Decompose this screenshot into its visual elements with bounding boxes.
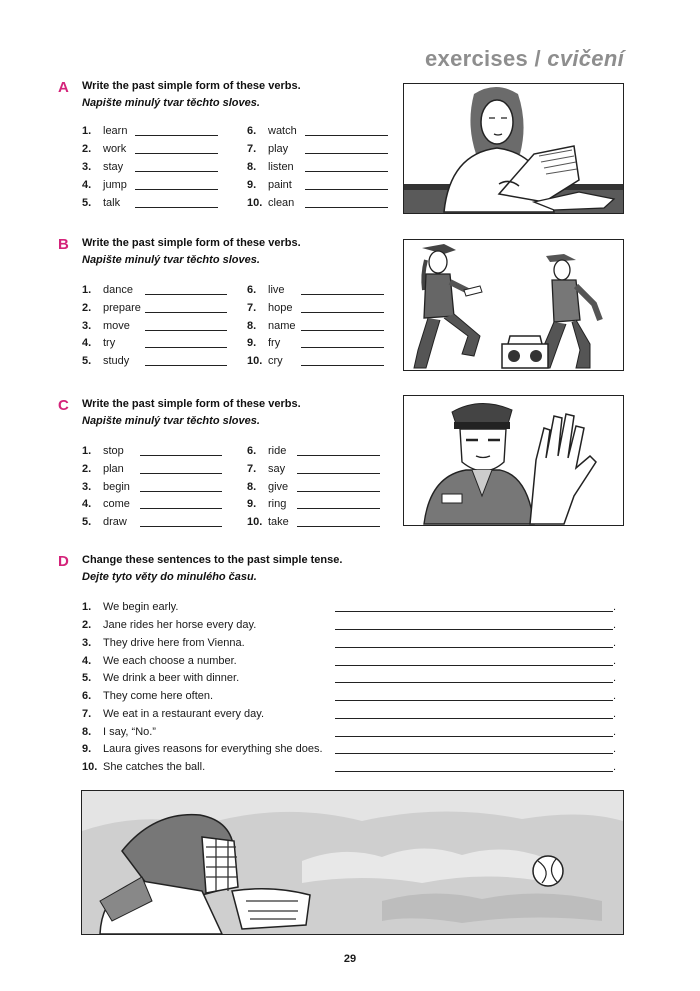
answer-line: [305, 207, 388, 208]
verb-item[interactable]: 6. ride: [247, 443, 383, 459]
answer-line: [135, 171, 218, 172]
verb-item[interactable]: 3. stay: [82, 159, 222, 175]
answer-line: [335, 665, 613, 666]
answer-line: [305, 189, 388, 190]
verb-item[interactable]: 4. try: [82, 335, 232, 351]
answer-line: [297, 491, 380, 492]
section-instruction: Write the past simple form of these verbs.: [82, 398, 301, 410]
answer-line: [305, 135, 388, 136]
illustration-baseball-catcher: [81, 790, 624, 935]
verb-item[interactable]: 2. plan: [82, 461, 227, 477]
answer-line: [140, 508, 222, 509]
verb-item[interactable]: 7. say: [247, 461, 383, 477]
section-instruction-cz: Napište minulý tvar těchto sloves.: [82, 415, 260, 427]
verb-item[interactable]: 2. work: [82, 141, 222, 157]
answer-line: [140, 455, 222, 456]
section-letter: B: [58, 236, 69, 253]
verb-item[interactable]: 3. move: [82, 318, 232, 334]
section-letter: C: [58, 397, 69, 414]
verb-item[interactable]: 8. listen: [247, 159, 392, 175]
answer-line: [335, 700, 613, 701]
verb-item[interactable]: 5. talk: [82, 195, 222, 211]
verb-item[interactable]: 5. draw: [82, 514, 227, 530]
answer-line: [301, 365, 384, 366]
sentence-item[interactable]: 4. We each choose a number. .: [82, 655, 617, 667]
section-instruction-cz: Dejte tyto věty do minulého času.: [82, 571, 257, 583]
answer-line: [305, 171, 388, 172]
verb-item[interactable]: 3. begin: [82, 479, 227, 495]
verb-item[interactable]: 8. name: [247, 318, 387, 334]
answer-line: [301, 330, 384, 331]
verb-item[interactable]: 7. play: [247, 141, 392, 157]
illustration-police-officer: [403, 395, 624, 526]
answer-line: [140, 526, 222, 527]
verb-item[interactable]: 6. watch: [247, 123, 392, 139]
verb-item[interactable]: 2. prepare: [82, 300, 232, 316]
answer-line: [140, 491, 222, 492]
section-instruction-cz: Napište minulý tvar těchto sloves.: [82, 254, 260, 266]
answer-line: [301, 294, 384, 295]
verb-item[interactable]: 4. come: [82, 496, 227, 512]
verb-item[interactable]: 9. ring: [247, 496, 383, 512]
answer-line: [145, 312, 227, 313]
answer-line: [297, 526, 380, 527]
answer-line: [301, 347, 384, 348]
sentence-item[interactable]: 5. We drink a beer with dinner. .: [82, 672, 617, 684]
sentence-item[interactable]: 10. She catches the ball. .: [82, 761, 617, 773]
verb-item[interactable]: 5. study: [82, 353, 232, 369]
answer-line: [140, 473, 222, 474]
answer-line: [335, 736, 613, 737]
answer-line: [297, 455, 380, 456]
section-letter: D: [58, 553, 69, 570]
sentence-item[interactable]: 3. They drive here from Vienna. .: [82, 637, 617, 649]
answer-line: [145, 330, 227, 331]
section-instruction-cz: Napište minulý tvar těchto sloves.: [82, 97, 260, 109]
verb-item[interactable]: 1. stop: [82, 443, 227, 459]
answer-line: [135, 207, 218, 208]
answer-line: [335, 771, 613, 772]
verb-item[interactable]: 4. jump: [82, 177, 222, 193]
answer-line: [297, 473, 380, 474]
answer-line: [145, 365, 227, 366]
verb-item[interactable]: 9. fry: [247, 335, 387, 351]
illustration-dancers: [403, 239, 624, 371]
sentence-item[interactable]: 7. We eat in a restaurant every day. .: [82, 708, 617, 720]
sentence-item[interactable]: 9. Laura gives reasons for everything she does. .: [82, 743, 617, 755]
answer-line: [305, 153, 388, 154]
answer-line: [335, 753, 613, 754]
answer-line: [335, 682, 613, 683]
verb-item[interactable]: 8. give: [247, 479, 383, 495]
section-instruction: Change these sentences to the past simple tense.: [82, 554, 343, 566]
verb-item[interactable]: 10. clean: [247, 195, 392, 211]
verb-item[interactable]: 1. learn: [82, 123, 222, 139]
answer-line: [297, 508, 380, 509]
page-title: exercises / cvičení: [425, 46, 624, 71]
verb-item[interactable]: 1. dance: [82, 282, 232, 298]
sentence-item[interactable]: 2. Jane rides her horse every day. .: [82, 619, 617, 631]
section-instruction: Write the past simple form of these verbs.: [82, 80, 301, 92]
answer-line: [135, 135, 218, 136]
sentence-item[interactable]: 6. They come here often. .: [82, 690, 617, 702]
answer-line: [335, 629, 613, 630]
verb-item[interactable]: 10. take: [247, 514, 383, 530]
answer-line: [335, 647, 613, 648]
answer-line: [135, 189, 218, 190]
verb-item[interactable]: 7. hope: [247, 300, 387, 316]
sentence-item[interactable]: 1. We begin early. .: [82, 601, 617, 613]
section-letter: A: [58, 79, 69, 96]
verb-item[interactable]: 10. cry: [247, 353, 387, 369]
verb-item[interactable]: 6. live: [247, 282, 387, 298]
section-instruction: Write the past simple form of these verbs.: [82, 237, 301, 249]
answer-line: [145, 294, 227, 295]
answer-line: [145, 347, 227, 348]
answer-line: [335, 718, 613, 719]
page-number: 29: [343, 953, 357, 965]
sentence-item[interactable]: 8. I say, “No.” .: [82, 726, 617, 738]
answer-line: [301, 312, 384, 313]
illustration-woman-reading: [403, 83, 624, 214]
verb-item[interactable]: 9. paint: [247, 177, 392, 193]
answer-line: [335, 611, 613, 612]
answer-line: [135, 153, 218, 154]
